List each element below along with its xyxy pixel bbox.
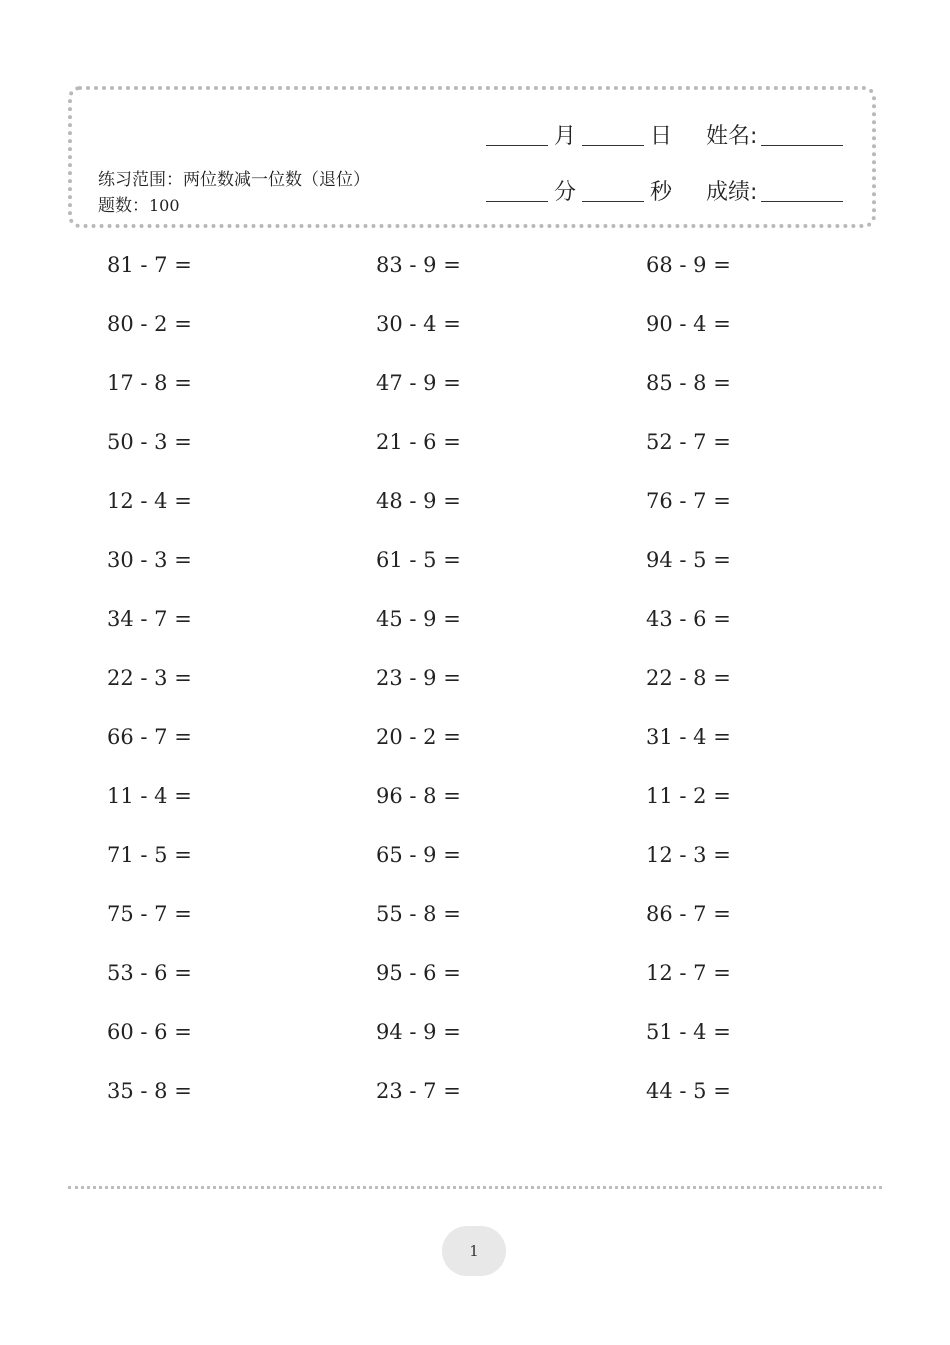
problem-row <box>107 958 867 1017</box>
problem-row <box>107 368 867 427</box>
name-label: 姓名: <box>706 124 758 149</box>
problem-item: 80 - 2 = <box>107 312 192 336</box>
problem-item: 31 - 4 = <box>646 725 731 749</box>
problem-item: 95 - 6 = <box>376 961 461 985</box>
problem-item: 76 - 7 = <box>646 489 731 513</box>
score-label: 成绩: <box>706 180 758 205</box>
problem-item: 61 - 5 = <box>376 548 461 572</box>
problem-item: 53 - 6 = <box>107 961 192 985</box>
problem-item: 47 - 9 = <box>376 371 461 395</box>
problem-row <box>107 250 867 309</box>
month-label: 月 <box>554 124 577 149</box>
problem-row <box>107 545 867 604</box>
problem-item: 60 - 6 = <box>107 1020 192 1044</box>
problem-row <box>107 309 867 368</box>
practice-scope <box>98 168 388 219</box>
problem-row <box>107 427 867 486</box>
problem-item: 23 - 7 = <box>376 1079 461 1103</box>
problem-item: 48 - 9 = <box>376 489 461 513</box>
month-blank[interactable] <box>486 145 548 146</box>
problem-item: 75 - 7 = <box>107 902 192 926</box>
student-info-fields <box>486 118 866 230</box>
question-count-label: 题数： <box>98 196 149 216</box>
problem-item: 20 - 2 = <box>376 725 461 749</box>
score-blank[interactable] <box>761 201 843 202</box>
problem-item: 22 - 3 = <box>107 666 192 690</box>
problem-row <box>107 781 867 840</box>
problem-item: 30 - 4 = <box>376 312 461 336</box>
page-number: 1 <box>442 1226 506 1276</box>
problem-item: 22 - 8 = <box>646 666 731 690</box>
problem-item: 44 - 5 = <box>646 1079 731 1103</box>
problem-item: 71 - 5 = <box>107 843 192 867</box>
problem-item: 21 - 6 = <box>376 430 461 454</box>
problem-item: 11 - 4 = <box>107 784 192 808</box>
minute-blank[interactable] <box>486 201 548 202</box>
problem-item: 12 - 7 = <box>646 961 731 985</box>
time-score-row <box>486 174 866 208</box>
problem-item: 85 - 8 = <box>646 371 731 395</box>
problem-item: 43 - 6 = <box>646 607 731 631</box>
minute-label: 分 <box>554 180 577 205</box>
question-count-value: 100 <box>149 196 180 215</box>
date-name-row <box>486 118 866 152</box>
problem-item: 35 - 8 = <box>107 1079 192 1103</box>
problem-item: 94 - 5 = <box>646 548 731 572</box>
problem-row <box>107 486 867 545</box>
problem-item: 51 - 4 = <box>646 1020 731 1044</box>
problem-item: 34 - 7 = <box>107 607 192 631</box>
scope-text: 练习范围：两位数减一位数（退位） <box>98 170 370 190</box>
problem-item: 11 - 2 = <box>646 784 731 808</box>
name-blank[interactable] <box>761 145 843 146</box>
problem-row <box>107 1076 867 1135</box>
footer-divider <box>68 1186 882 1189</box>
worksheet-header <box>68 86 876 228</box>
problem-item: 50 - 3 = <box>107 430 192 454</box>
problem-item: 45 - 9 = <box>376 607 461 631</box>
problem-item: 94 - 9 = <box>376 1020 461 1044</box>
problem-row <box>107 722 867 781</box>
day-label: 日 <box>650 124 673 149</box>
problem-item: 65 - 9 = <box>376 843 461 867</box>
problem-item: 68 - 9 = <box>646 253 731 277</box>
problem-row <box>107 1017 867 1076</box>
problem-item: 30 - 3 = <box>107 548 192 572</box>
day-blank[interactable] <box>582 145 644 146</box>
problem-item: 12 - 3 = <box>646 843 731 867</box>
problem-item: 83 - 9 = <box>376 253 461 277</box>
problem-item: 86 - 7 = <box>646 902 731 926</box>
problem-item: 81 - 7 = <box>107 253 192 277</box>
problem-item: 17 - 8 = <box>107 371 192 395</box>
problem-row <box>107 899 867 958</box>
problem-row <box>107 840 867 899</box>
problem-item: 12 - 4 = <box>107 489 192 513</box>
problem-item: 66 - 7 = <box>107 725 192 749</box>
problem-item: 96 - 8 = <box>376 784 461 808</box>
problem-item: 23 - 9 = <box>376 666 461 690</box>
problem-grid <box>107 250 867 1135</box>
problem-item: 55 - 8 = <box>376 902 461 926</box>
second-label: 秒 <box>650 180 673 205</box>
problem-item: 90 - 4 = <box>646 312 731 336</box>
problem-row <box>107 604 867 663</box>
problem-row <box>107 663 867 722</box>
second-blank[interactable] <box>582 201 644 202</box>
problem-item: 52 - 7 = <box>646 430 731 454</box>
